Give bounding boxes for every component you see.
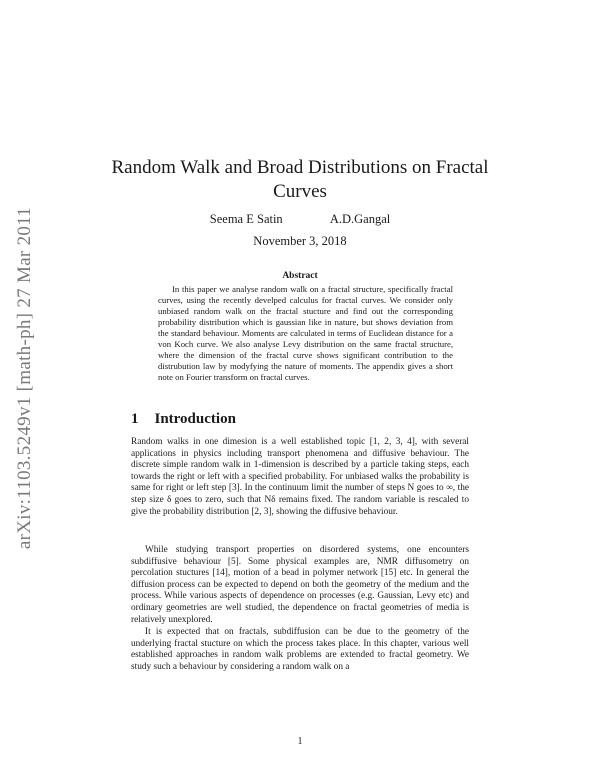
paper-date: November 3, 2018 (253, 234, 347, 248)
author-name: A.D.Gangal (329, 212, 391, 226)
abstract-heading: Abstract (282, 271, 318, 281)
section-title: Introduction (154, 411, 236, 427)
body-paragraph: Random walks in one dimesion is a well established topic [1, 2, 3, 4], with several applications in physics including transport phenomena and diffusive behaviour. The discrete simple random walk in 1-dimension is described by a particle taking steps, each towards the right or left with a specified probability. For unbiased walks the probability is same for right or left step [3]. In the continuum limit the number of steps N goes to ∞, the step size δ goes to zero, such that Nδ remains fixed. The random variable is rescaled to give the probability distribution [2, 3], showing the diffusive behaviour. (131, 437, 469, 517)
author-list (0, 212, 600, 227)
arxiv-identifier-text: arXiv:1103.5249v1 [math-ph] 27 Mar 2011 (14, 206, 35, 550)
section-number: 1 (131, 411, 139, 427)
section-heading (131, 411, 471, 428)
body-paragraph: While studying transport properties on disordered systems, one encounters subdiffusive behaviour [5]. Some physical examples are, NMR diffusometry on percolation stuctures [14], motion of a bead in polymer network [15] etc. In general the diffusion process can be expected to depend on both the geometry of the medium and the process. While various aspects of dependence on processes (e.g. Gaussian, Levy etc) and ordinary geometries are well studied, the dependence on fractal geometries of media is relatively unexplored. (131, 545, 469, 625)
author-name: Seema E Satin (209, 212, 283, 226)
body-paragraph: It is expected that on fractals, subdiffusion can be due to the geometry of the underlying fractal stucture on which the process takes place. In this chapter, various well established approaches in random walk problems are extended to fractal geometry. We study such a behaviour by considering a random walk on a (131, 627, 469, 672)
page-number: 1 (297, 736, 303, 747)
paper-title: Random Walk and Broad Distributions on Fractal Curves (111, 157, 489, 202)
abstract-text: In this paper we analyse random walk on a fractal structure, specifically fractal curves, using the recently develped calculus for fractal curves. We consider only unbiased random walk on the fractal stucture and find out the corresponding probability distribution which is gaussian like in nature, but shows deviation from the standard behaviour. Moments are calculated in terms of Euclidean distance for a von Koch curve. We also analyse Levy distribution on the same fractal structure, where the dimension of the fractal curve shows significant contribution to the distrubution law by modyfying the nature of moments. The appendix gives a short note on Fourier transform on fractal curves. (158, 284, 453, 382)
